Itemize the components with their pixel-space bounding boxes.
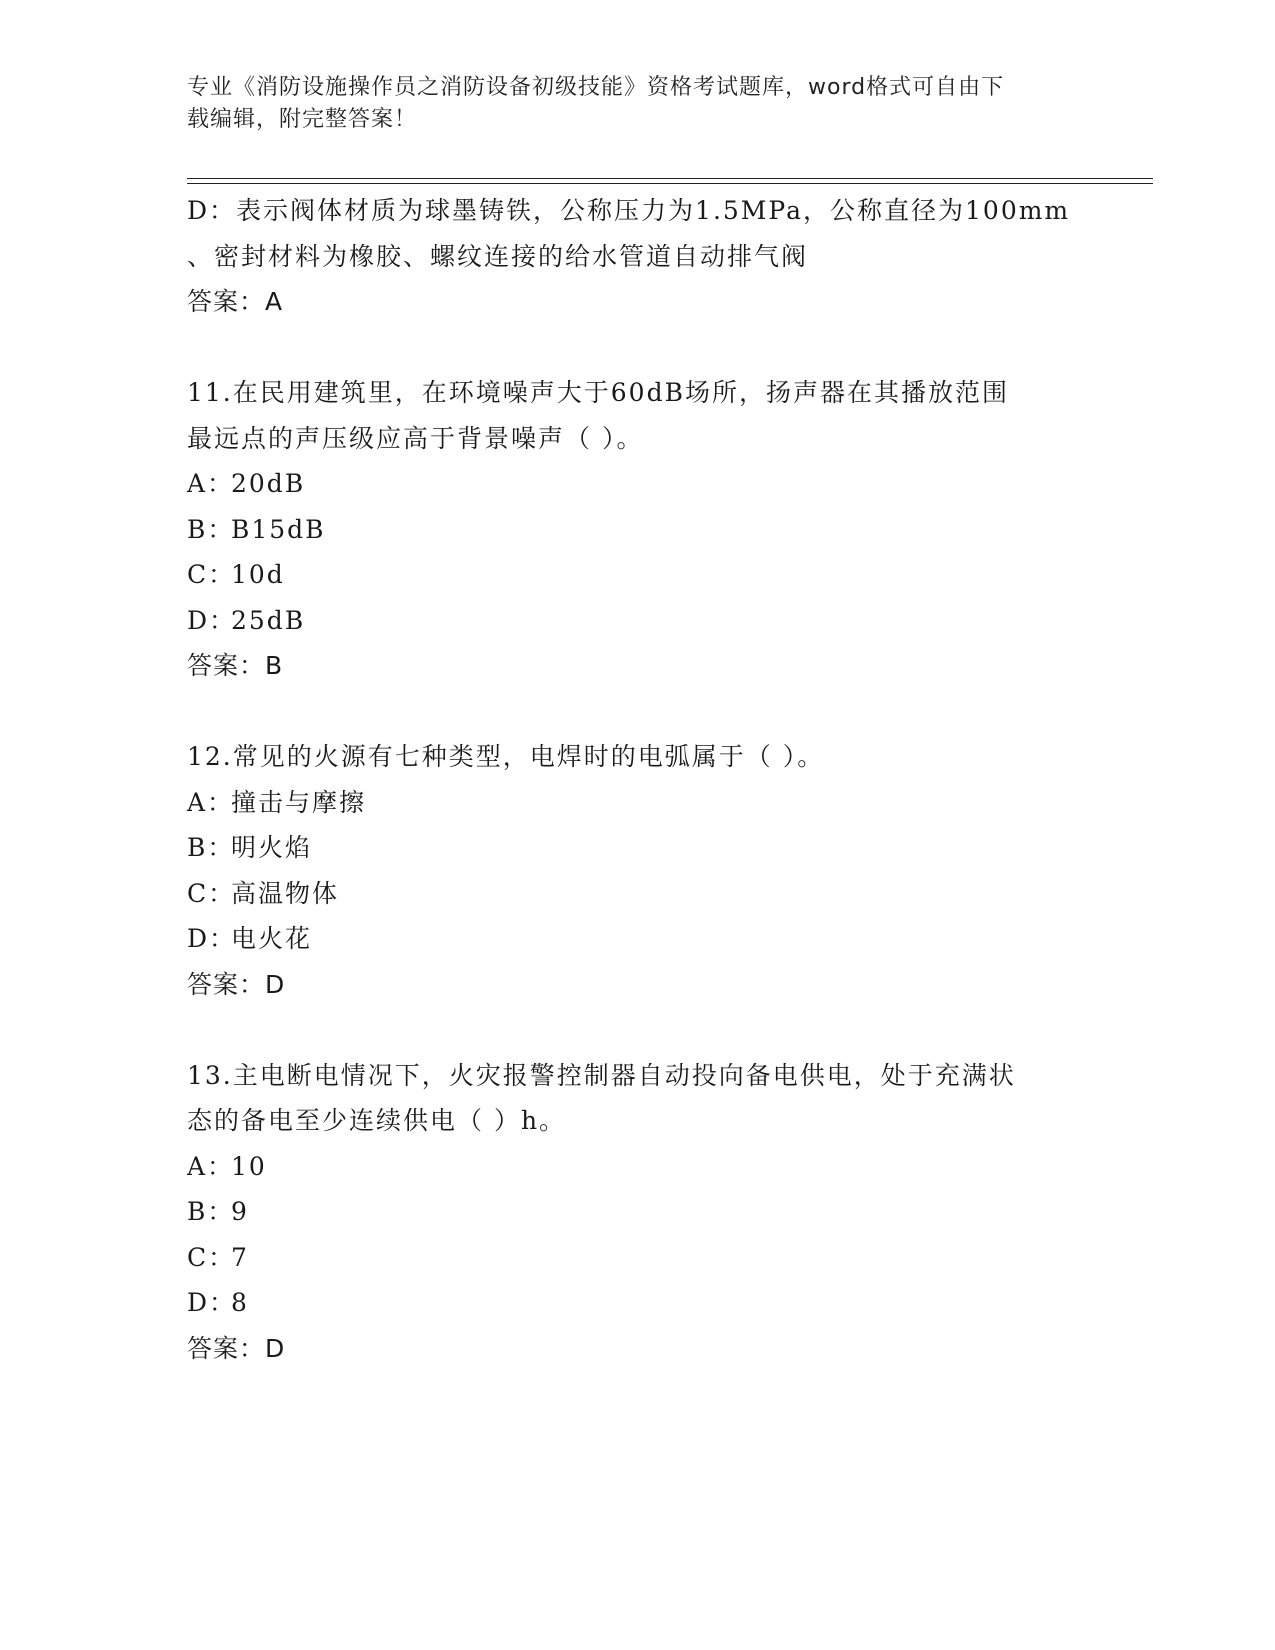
question-stem-line-2: 态的备电至少连续供电（ ）h。: [187, 1106, 567, 1135]
option-text: 8: [231, 1288, 249, 1317]
question-stem-line-2: 最远点的声压级应高于背景噪声（ ）。: [187, 423, 644, 453]
option-label: C：: [187, 878, 236, 908]
option-label: D：: [187, 1288, 237, 1317]
option-text: B15dB: [231, 514, 326, 544]
option-c: [187, 1235, 1087, 1281]
header-line-2: 载编辑，附完整答案！: [187, 107, 418, 132]
option-text: 撞击与摩擦: [231, 787, 367, 817]
answer: 答案：A: [187, 287, 284, 316]
header-divider-bottom: [187, 183, 1153, 184]
option-a: [187, 461, 1087, 507]
option-label: A：: [187, 469, 235, 498]
question-stem-line-1: 13.主电断电情况下，火灾报警控制器自动投向备电供电，处于充满状: [187, 1060, 1016, 1090]
option-label: D：: [187, 605, 237, 635]
option-text: 9: [231, 1197, 249, 1226]
prev-question: [187, 188, 1087, 325]
option-label: D：: [187, 924, 237, 953]
option-b: [187, 825, 1087, 871]
answer: 答案：D: [187, 969, 286, 999]
answer: 答案：B: [187, 651, 284, 680]
option-label: A：: [187, 1151, 235, 1181]
option-c: [187, 871, 1087, 917]
option-text: 7: [231, 1242, 249, 1272]
spacer: [187, 325, 1087, 371]
option-a: [187, 1144, 1087, 1190]
spacer: [187, 1007, 1087, 1053]
question-stem-line-1: 12.常见的火源有七种类型，电焊时的电弧属于（ ）。: [187, 742, 825, 771]
header-line-1: 专业《消防设施操作员之消防设备初级技能》资格考试题库，word格式可自由下: [187, 75, 1005, 100]
document-header: [187, 72, 1087, 136]
question-13: [187, 1053, 1087, 1372]
question-stem-line-1: 11.在民用建筑里，在环境噪声大于60dB场所，扬声器在其播放范围: [187, 378, 1009, 407]
option-text: 10: [231, 1151, 267, 1181]
option-d: [187, 598, 1087, 644]
option-label: C：: [187, 1242, 236, 1272]
option-text: 高温物体: [231, 878, 340, 908]
question-11: [187, 370, 1087, 689]
option-label: B：: [187, 1197, 235, 1226]
answer: 答案：D: [187, 1333, 286, 1363]
option-text: 明火焰: [231, 833, 313, 862]
option-label: B：: [187, 833, 235, 862]
option-b: [187, 1189, 1087, 1235]
header-divider-top: [187, 178, 1153, 179]
question-12: [187, 734, 1087, 1007]
option-d-line-2: 、密封材料为橡胶、螺纹连接的给水管道自动排气阀: [187, 241, 809, 271]
option-text: 10d: [231, 560, 285, 589]
option-text: 电火花: [231, 924, 313, 953]
option-label: A：: [187, 787, 235, 817]
option-label: B：: [187, 514, 235, 544]
option-label: C：: [187, 560, 236, 589]
option-text: 25dB: [231, 605, 306, 635]
option-text: 20dB: [231, 469, 306, 498]
option-d: [187, 916, 1087, 962]
option-a: [187, 780, 1087, 826]
option-b: [187, 507, 1087, 553]
question-content: [187, 188, 1087, 1371]
spacer: [187, 689, 1087, 735]
option-c: [187, 552, 1087, 598]
option-d: [187, 1280, 1087, 1326]
option-d-line-1: D：表示阀体材质为球墨铸铁，公称压力为1.5MPa，公称直径为100mm: [187, 196, 1071, 225]
